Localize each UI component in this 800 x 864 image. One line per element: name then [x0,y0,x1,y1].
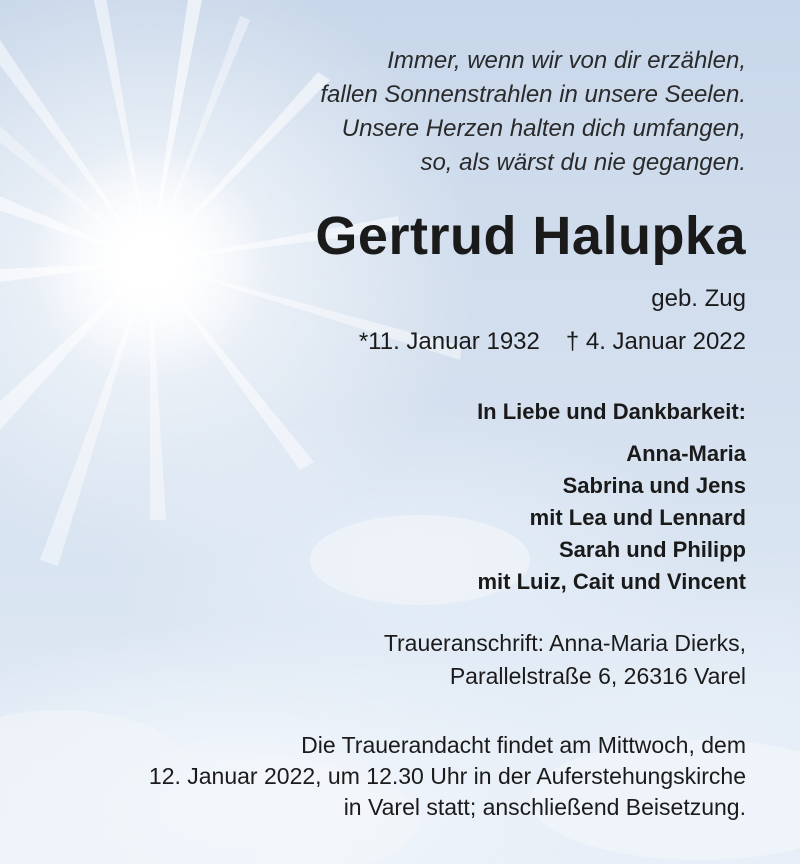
sun-ray [86,0,150,262]
mourner-name: mit Lea und Lennard [529,505,746,530]
birth-date: *11. Januar 1932 [358,328,540,355]
sun-ray [150,262,166,520]
service-line: in Varel statt; anschließend Beisetzung. [343,794,746,820]
service-line: Die Trauerandacht findet am Mittwoch, dem [301,732,746,758]
sun-ray [0,262,150,430]
poem-line: so, als wärst du nie gegangen. [420,149,746,176]
address-line: Traueranschrift: Anna-Maria Dierks, [383,630,746,656]
mourner-name: Sabrina und Jens [562,473,746,498]
poem-line: fallen Sonnenstrahlen in unsere Seelen. [320,81,746,108]
mourning-address [384,627,746,693]
mourner-name: Sarah und Philipp [558,537,746,562]
address-line: Parallelstraße 6, 26316 Varel [449,663,746,689]
memorial-poem [320,44,746,180]
service-info [149,730,746,823]
sun-ray [40,262,150,566]
sun-core [120,232,180,292]
sun-ray [150,262,314,470]
life-dates [359,326,746,358]
mourners-block [477,396,746,598]
mourner-name: Anna-Maria [626,441,746,466]
service-line: 12. Januar 2022, um 12.30 Uhr in der Auferstehungskirche [148,763,746,789]
death-date: † 4. Januar 2022 [565,328,746,355]
birth-name: geb. Zug [651,285,746,312]
deceased-name: Gertrud Halupka [315,206,746,266]
mourner-name: mit Luiz, Cait und Vincent [477,569,746,594]
mourners-heading: In Liebe und Dankbarkeit: [477,399,746,424]
sun-ray [150,16,250,262]
poem-line: Immer, wenn wir von dir erzählen, [387,47,746,74]
poem-line: Unsere Herzen halten dich umfangen, [341,115,746,142]
